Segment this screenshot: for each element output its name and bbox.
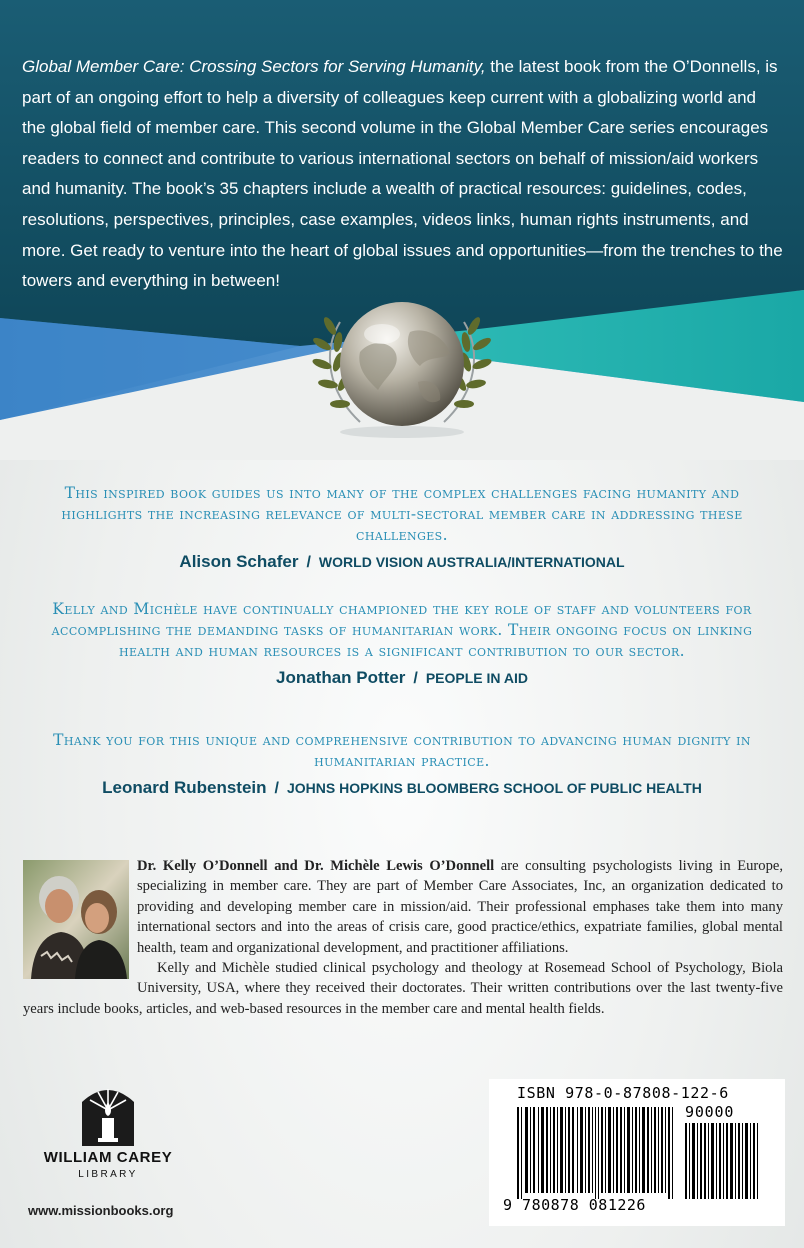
- globe-laurel-emblem: [300, 282, 504, 440]
- book-title: Global Member Care: Crossing Sectors for Serving Humanity,: [22, 57, 486, 76]
- price-addon-code: 90000: [685, 1103, 735, 1121]
- author-names: Dr. Kelly O’Donnell and Dr. Michèle Lewis O’Donnell: [137, 858, 495, 874]
- endorsement-quote: Thank you for this unique and comprehensive contribution to advancing human dignity in humanitarian practice.: [53, 731, 751, 770]
- bio-paragraph-1: are consulting psychologists living in Europe, specializing in member care. They are part of Member Care Associates, Inc, an organization dedicated to providing and developing member care in mission/aid. Their professional emphases take them into many international sectors and into the areas of crisis care, good practice/ethics, expatriate families, global mental health, team and organizational development, and practitioner affiliations.: [137, 858, 783, 956]
- author-bio: [23, 856, 783, 1019]
- isbn-barcode: [489, 1079, 785, 1226]
- endorsement-quote: This inspired book guides us into many of the complex challenges facing humanity and highlights the increasing relevance of multi-sectoral member care in addressing these challenges.: [61, 484, 743, 544]
- endorsement-1: [20, 483, 784, 572]
- lamp-emblem-icon: [68, 1080, 148, 1146]
- endorser-organization: PEOPLE IN AID: [425, 670, 529, 686]
- endorser-name: Alison Schafer: [179, 552, 299, 571]
- endorsement-3: [20, 730, 784, 798]
- endorser-name: Jonathan Potter: [275, 668, 406, 687]
- endorser-organization: JOHNS HOPKINS BLOOMBERG SCHOOL OF PUBLIC HEALTH: [286, 780, 702, 796]
- book-blurb: [22, 52, 784, 297]
- publisher-name: WILLIAM CAREY: [43, 1149, 173, 1166]
- attribution-separator: /: [306, 554, 311, 571]
- attribution-separator: /: [274, 780, 279, 797]
- endorsement-2: [20, 599, 784, 688]
- ean-digits: 9 780878 081226: [503, 1196, 646, 1214]
- endorsement-quote: Kelly and Michèle have continually championed the key role of staff and volunteers for accomplishing the demanding tasks of humanitarian work. Their ongoing focus on linking health and human resources is a significant contribution to our sector.: [51, 600, 753, 660]
- publisher-imprint: LIBRARY: [78, 1169, 138, 1180]
- endorsement-attribution: [20, 552, 784, 572]
- isbn-number: ISBN 978-0-87808-122-6: [517, 1084, 729, 1102]
- endorsement-attribution: [20, 668, 784, 688]
- blurb-text: the latest book from the O’Donnells, is part of an ongoing effort to help a diversity of colleagues keep current with a globalizing world and the global field of member care. This second volume in the Global Member Care series encourages readers to connect and contribute to various international sectors on behalf of mission/aid workers and humanity. The book’s 35 chapters include a wealth of practical resources: guidelines, codes, resolutions, perspectives, principles, case examples, videos links, human rights instruments, and more. Get ready to venture into the heart of global issues and opportunities—from the trenches to the towers and everything in between!: [22, 57, 783, 291]
- publisher-website: www.missionbooks.org: [28, 1203, 174, 1218]
- endorser-organization: WORLD VISION AUSTRALIA/INTERNATIONAL: [318, 554, 625, 570]
- endorsement-attribution: [20, 778, 784, 798]
- endorser-name: Leonard Rubenstein: [102, 778, 267, 797]
- bio-paragraph-2: Kelly and Michèle studied clinical psychology and theology at Rosemead School of Psychology, Biola University, USA, where they received their doctorates. Their written contributions over the last twenty-five years include books, articles, and web-based resources in the member care and mental health fields.: [23, 960, 783, 1017]
- attribution-separator: /: [413, 670, 418, 687]
- author-photo: [23, 860, 129, 979]
